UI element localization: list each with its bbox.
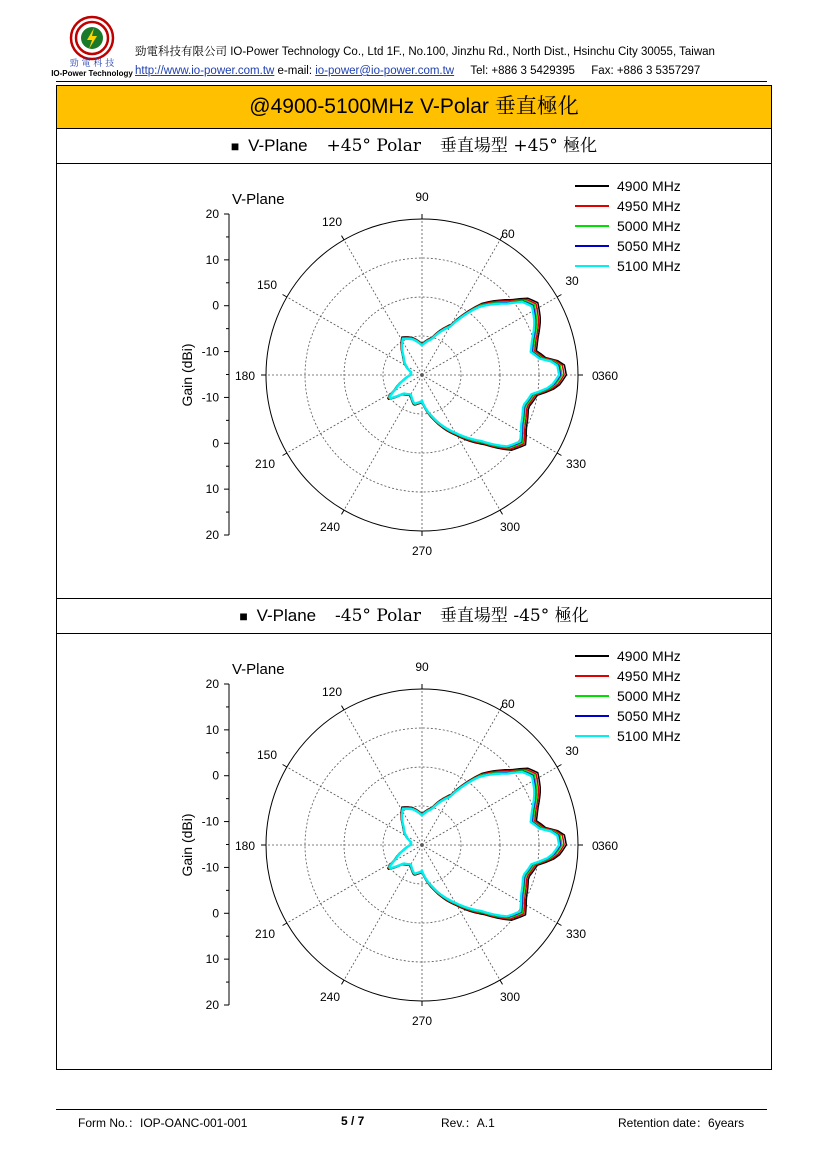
angle-label: 30 (565, 744, 579, 758)
plot-title: V-Plane (232, 191, 285, 208)
y-axis-label: Gain (dBi) (179, 813, 195, 877)
angle-label: 240 (319, 520, 341, 534)
radial-scale-label: 20 (205, 207, 219, 221)
angle-label: 330 (565, 457, 587, 471)
legend-label: 5100 MHz (617, 728, 681, 744)
series-line-4950-mhz (388, 769, 564, 919)
angle-tick (283, 453, 287, 456)
polar-plot-svg (57, 164, 771, 594)
radial-scale-label: 10 (205, 722, 219, 737)
company-logo (51, 16, 133, 78)
angle-label: 270 (411, 1014, 433, 1028)
tel-text: Tel: +886 3 5429395 (470, 65, 575, 77)
angle-tick (557, 453, 561, 456)
angle-label: 270 (411, 544, 433, 558)
website-link[interactable]: http://www.io-power.com.tw (135, 65, 275, 77)
legend-label: 4900 MHz (617, 178, 681, 194)
logo-ring-icon (71, 17, 113, 59)
angle-label: 90 (415, 190, 429, 204)
polar-chart-plus45 (57, 164, 771, 594)
section-cn: 垂直場型 +45° 極化 (439, 136, 598, 156)
angle-tick (342, 236, 345, 240)
grid-spoke (287, 375, 422, 453)
email-label: e-mail: (277, 65, 313, 77)
angle-label: 120 (321, 685, 343, 699)
section-polar: -45° Polar (335, 606, 422, 626)
grid-spoke (287, 767, 422, 845)
legend-label: 5100 MHz (617, 258, 681, 274)
legend-label: 5050 MHz (617, 708, 681, 724)
company-address: 勁電科技有限公司 IO-Power Technology Co., Ltd 1F., No.100, Jinzhu Rd., North Dist., Hsinchu City 30055, Taiwan (135, 46, 715, 58)
series-line-5100-mhz (390, 772, 560, 916)
polar-chart-minus45 (57, 634, 771, 1064)
grid-spoke (422, 375, 557, 453)
legend-label: 4950 MHz (617, 198, 681, 214)
grid-spoke (287, 297, 422, 375)
angle-label: 150 (256, 278, 278, 292)
radial-scale-label: -10 (201, 860, 219, 875)
polar-plot-svg (57, 634, 771, 1064)
logo-en-text: IO-Power Technology (51, 69, 133, 78)
section-polar: +45° Polar (326, 136, 422, 156)
angle-label: 240 (319, 990, 341, 1004)
radial-scale-label: 10 (205, 252, 219, 267)
radial-scale-label: 10 (205, 482, 219, 497)
series-line-5100-mhz (390, 302, 560, 446)
section-title-minus45 (57, 599, 771, 634)
angle-tick (500, 510, 503, 514)
square-bullet-icon: ■ (239, 608, 248, 624)
grid-spoke (287, 845, 422, 923)
angle-tick (283, 923, 287, 926)
angle-tick (342, 510, 345, 514)
form-number: Form No.：IOP-OANC-001-001 (78, 1116, 248, 1130)
contact-line (135, 65, 700, 77)
y-axis-label: Gain (dBi) (179, 343, 195, 407)
report-frame (56, 85, 772, 1070)
plot-title: V-Plane (232, 661, 285, 678)
angle-tick (557, 765, 561, 768)
angle-label: 180 (234, 369, 255, 383)
grid-spoke (422, 240, 500, 375)
radial-scale-label: 0 (212, 298, 219, 313)
angle-tick (557, 295, 561, 298)
section-cn: 垂直場型 -45° 極化 (439, 606, 589, 626)
radial-scale-label: 0 (212, 768, 219, 783)
grid-spoke (422, 710, 500, 845)
section-plane: V-Plane (256, 606, 317, 625)
logo-cn-text: 勁 電 科 技 (69, 59, 115, 69)
angle-tick (342, 706, 345, 710)
angle-label: 120 (321, 215, 343, 229)
angle-tick (500, 980, 503, 984)
angle-label: 210 (254, 927, 276, 941)
radial-scale-label: 20 (205, 998, 219, 1012)
angle-label: 90 (415, 660, 429, 674)
angle-label: 300 (499, 990, 521, 1004)
radial-scale-label: 0 (212, 436, 219, 451)
angle-tick (283, 765, 287, 768)
radial-scale-label: 10 (205, 952, 219, 967)
angle-label: 300 (499, 520, 521, 534)
header-rule (56, 81, 767, 82)
angle-tick (557, 923, 561, 926)
section-title-plus45 (57, 129, 771, 164)
radial-scale-label: -10 (201, 814, 219, 829)
angle-label: 60 (501, 697, 515, 711)
angle-label: 150 (256, 748, 278, 762)
grid-spoke (344, 710, 422, 845)
angle-label: 30 (565, 274, 579, 288)
revision: Rev.：A.1 (441, 1116, 495, 1130)
radial-scale-label: 20 (205, 677, 219, 691)
retention-date: Retention date：6years (618, 1116, 745, 1130)
legend-label: 5000 MHz (617, 218, 681, 234)
grid-spoke (422, 845, 557, 923)
legend-label: 5050 MHz (617, 238, 681, 254)
square-bullet-icon: ■ (230, 138, 240, 154)
page-title: @4900-5100MHz V-Polar 垂直極化 (57, 86, 771, 129)
series-line-4950-mhz (388, 299, 564, 449)
angle-label: 210 (254, 457, 276, 471)
legend-label: 4950 MHz (617, 668, 681, 684)
angle-tick (283, 295, 287, 298)
series-line-4900-mhz (388, 298, 567, 450)
angle-label: 360 (598, 839, 619, 853)
footer-rule (56, 1109, 767, 1110)
angle-tick (342, 980, 345, 984)
section-plane: V-Plane (248, 136, 308, 155)
page-number: 5 / 7 (341, 1114, 365, 1128)
fax-text: Fax: +886 3 5357297 (591, 65, 701, 77)
legend-label: 5000 MHz (617, 688, 681, 704)
angle-label: 180 (234, 839, 255, 853)
radial-scale-label: -10 (201, 390, 219, 405)
angle-label: 360 (598, 369, 619, 383)
legend-label: 4900 MHz (617, 648, 681, 664)
angle-label: 0 (592, 839, 599, 853)
radial-scale-label: -10 (201, 344, 219, 359)
radial-scale-label: 0 (212, 906, 219, 921)
angle-label: 0 (592, 369, 599, 383)
email-link[interactable]: io-power@io-power.com.tw (315, 65, 455, 77)
radial-scale-label: 20 (205, 528, 219, 542)
angle-label: 330 (565, 927, 587, 941)
angle-label: 60 (501, 227, 515, 241)
series-line-4900-mhz (388, 768, 567, 920)
grid-spoke (344, 240, 422, 375)
